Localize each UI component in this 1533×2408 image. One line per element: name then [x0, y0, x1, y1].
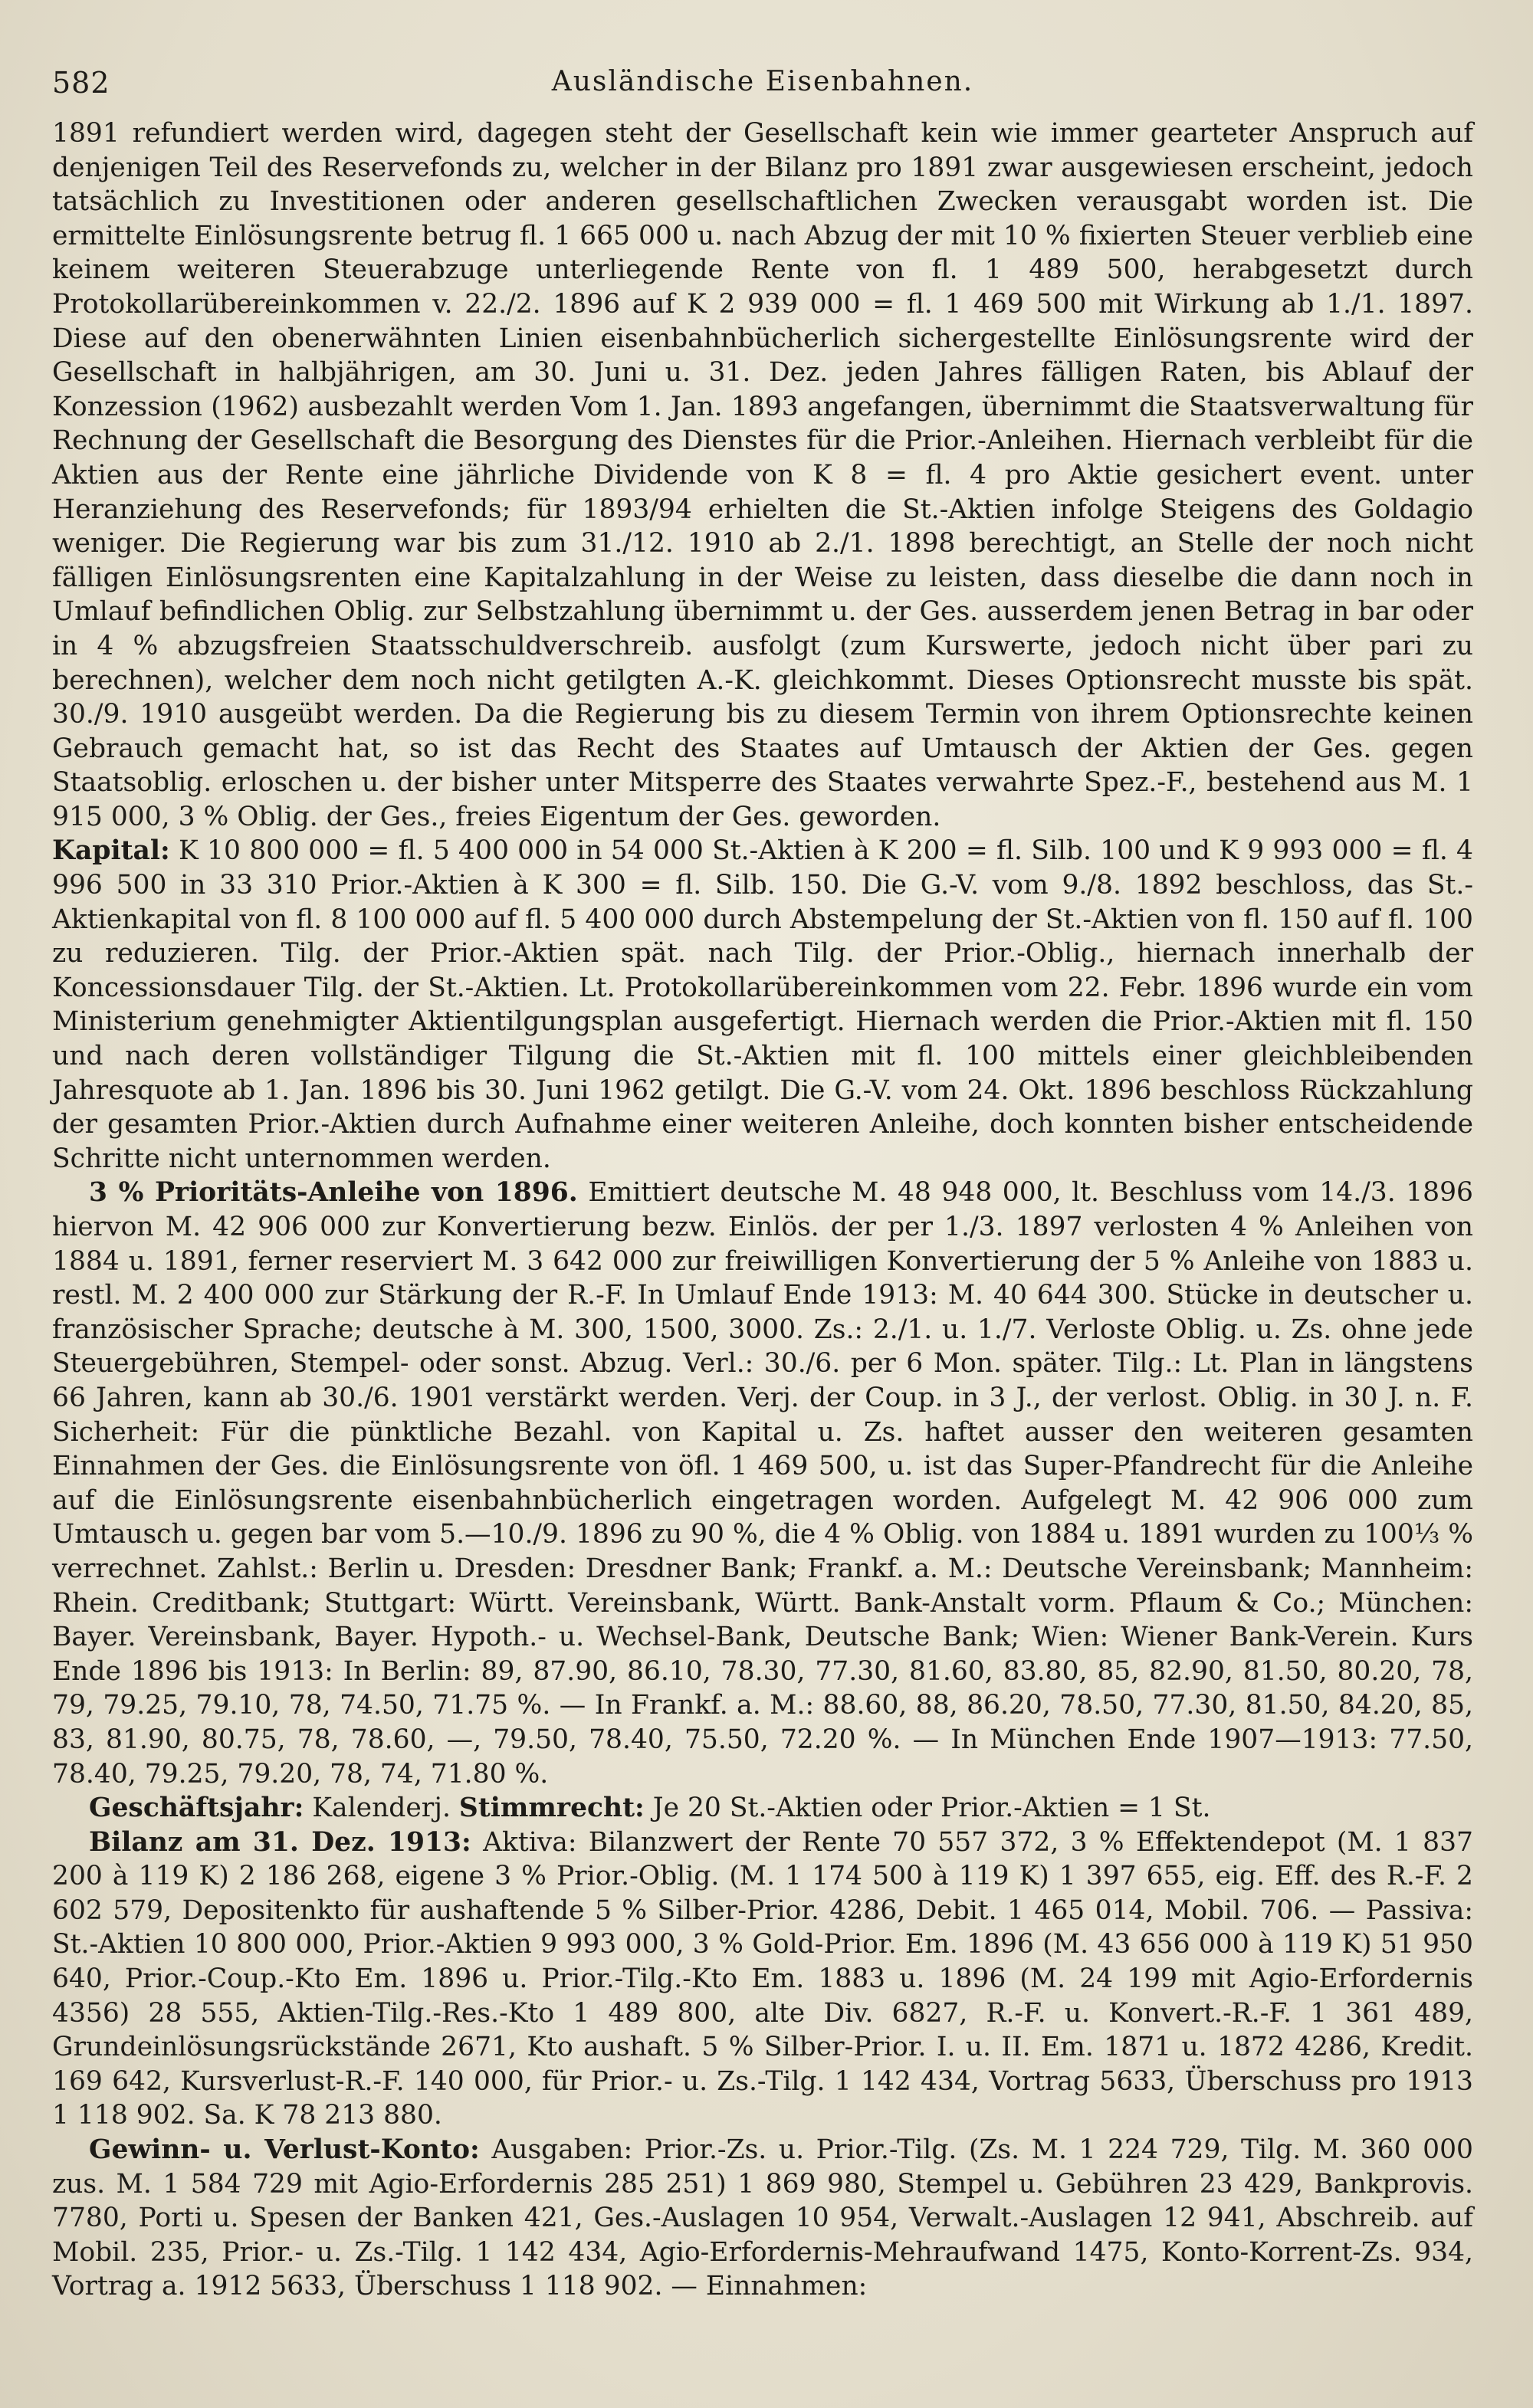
paragraph-kapital — [52, 834, 1473, 1176]
page-number: 582 — [52, 66, 110, 100]
paragraph-text: K 10 800 000 = fl. 5 400 000 in 54 000 St.-Aktien à K 200 = fl. Silb. 100 und K 9 993 000 = fl. 4 996 500 in 33 310 Prior.-Aktien à K 300 = fl. Silb. 150. Die G.-V. vom 9./8. 1892 beschloss, das St.-Aktienkapital von fl. 8 100 000 auf fl. 5 400 000 durch Abstempelung der St.-Aktien von fl. 150 auf fl. 100 zu reduzieren. Tilg. der Prior.-Aktien spät. nach Tilg. der Prior.-Oblig., hiernach innerhalb der Koncessionsdauer Tilg. der St.-Aktien. Lt. Protokollarübereinkommen vom 22. Febr. 1896 wurde ein vom Ministerium genehmigter Aktientilgungsplan ausgefertigt. Hiernach werden die Prior.-Aktien mit fl. 150 und nach deren vollständiger Tilgung die St.-Aktien mit fl. 100 mittels einer gleichbleibenden Jahresquote ab 1. Jan. 1896 bis 30. Juni 1962 getilgt. Die G.-V. vom 24. Okt. 1896 beschloss Rückzahlung der gesamten Prior.-Aktien durch Aufnahme einer weiteren Anleihe, doch konnten bisher entscheidende Schritte nicht unternommen werden. — [52, 835, 1474, 1174]
body-text — [52, 116, 1473, 2304]
section-label-anleihe: 3 % Prioritäts-Anleihe von 1896. — [89, 1177, 578, 1209]
paragraph-text: Aktiva: Bilanzwert der Rente 70 557 372, 3 % Effektendepot (M. 1 837 200 à 119 K) 2 186 268, eigene 3 % Prior.-Oblig. (M. 1 174 500 à 119 K) 1 397 655, eig. Eff. des R.-F. 2 602 579, Depositenkto für aushaftende 5 % Silber-Prior. 4286, Debit. 1 465 014, Mobil. 706. — Passiva: St.-Aktien 10 800 000, Prior.-Aktien 9 993 000, 3 % Gold-Prior. Em. 1896 (M. 43 656 000 à 119 K) 51 950 640, Prior.-Coup.-Kto Em. 1896 u. Prior.-Tilg.-Kto Em. 1883 u. 1896 (M. 24 199 mit Agio-Erfordernis 4356) 28 555, Aktien-Tilg.-Res.-Kto 1 489 800, alte Div. 6827, R.-F. u. Konvert.-R.-F. 1 361 489, Grundeinlösungsrückstände 2671, Kto aushaft. 5 % Silber-Prior. I. u. II. Em. 1871 u. 1872 4286, Kredit. 169 642, Kursverlust-R.-F. 140 000, für Prior.- u. Zs.-Tilg. 1 142 434, Vortrag 5633, Überschuss pro 1913 1 118 902. Sa. K 78 213 880. — [52, 1826, 1473, 2131]
section-label-stimmrecht: Stimmrecht: — [458, 1793, 645, 1824]
section-label-kapital: Kapital: — [52, 835, 170, 867]
paragraph-text: Je 20 St.-Aktien oder Prior.-Aktien = 1 St. — [652, 1793, 1211, 1824]
page-header — [52, 0, 1473, 116]
paragraph-text: Kalenderj. — [312, 1793, 451, 1824]
paragraph-geschaeftsjahr — [52, 1791, 1473, 1826]
paragraph-text: Emittiert deutsche M. 48 948 000, lt. Beschluss vom 14./3. 1896 hiervon M. 42 906 000 zur Konvertierung bezw. Einlös. der per 1./3. 1897 verlosten 4 % Anleihen von 1884 u. 1891, ferner reserviert M. 3 642 000 zur freiwilligen Konvertierung der 5 % Anleihe von 1883 u. restl. M. 2 400 000 zur Stärkung der R.-F. In Umlauf Ende 1913: M. 40 644 300. Stücke in deutscher u. französischer Sprache; deutsche à M. 300, 1500, 3000. Zs.: 2./1. u. 1./7. Verloste Oblig. u. Zs. ohne jede Steuergebühren, Stempel- oder sonst. Abzug. Verl.: 30./6. per 6 Mon. später. Tilg.: Lt. Plan in längstens 66 Jahren, kann ab 30./6. 1901 verstärkt werden. Verj. der Coup. in 3 J., der verlost. Oblig. in 30 J. n. F. Sicherheit: Für die pünktliche Bezahl. von Kapital u. Zs. haftet ausser den weiteren gesamten Einnahmen der Ges. die Einlösungsrente von öfl. 1 469 500, u. ist das Super-Pfandrecht für die Anleihe auf die Einlösungsrente eisenbahnbücherlich eingetragen worden. Aufgelegt M. 42 906 000 zum Umtausch u. gegen bar vom 5.—10./9. 1896 zu 90 %, die 4 % Oblig. von 1884 u. 1891 wurden zu 100⅓ % verrechnet. Zahlst.: Berlin u. Dresden: Dresdner Bank; Frankf. a. M.: Deutsche Vereinsbank; Mannheim: Rhein. Creditbank; Stuttgart: Württ. Vereinsbank, Württ. Bank-Anstalt vorm. Pflaum & Co.; München: Bayer. Vereinsbank, Bayer. Hypoth.- u. Wechsel-Bank, Deutsche Bank; Wien: Wiener Bank-Verein. Kurs Ende 1896 bis 1913: In Berlin: 89, 87.90, 86.10, 78.30, 77.30, 81.60, 83.80, 85, 82.90, 81.50, 80.20, 78, 79, 79.25, 79.10, 78, 74.50, 71.75 %. — In Frankf. a. M.: 88.60, 88, 86.20, 78.50, 77.30, 81.50, 84.20, 85, 83, 81.90, 80.75, 78, 78.60, —, 79.50, 78.40, 75.50, 72.20 %. — In München Ende 1907—1913: 77.50, 78.40, 79.25, 79.20, 78, 74, 71.80 %. — [52, 1177, 1474, 1790]
paragraph-bilanz — [52, 1826, 1473, 2133]
paragraph-gewinn-verlust — [52, 2133, 1473, 2304]
section-label-geschaeftsjahr: Geschäftsjahr: — [89, 1793, 304, 1824]
running-title: Ausländische Eisenbahnen. — [551, 66, 974, 97]
section-label-bilanz: Bilanz am 31. Dez. 1913: — [89, 1826, 471, 1858]
section-label-gewinn-verlust: Gewinn- u. Verlust-Konto: — [89, 2134, 480, 2166]
paragraph-intro — [52, 116, 1473, 834]
paragraph-text: 1891 refundiert werden wird, dagegen steht der Gesellschaft kein wie immer gearteter Anspruch auf denjenigen Teil des Reservefonds zu, welcher in der Bilanz pro 1891 zwar ausgewiesen erscheint, jedoch tatsächlich zu Investitionen oder anderen gesellschaftlichen Zwecken verausgabt worden ist. Die ermittelte Einlösungsrente betrug fl. 1 665 000 u. nach Abzug der mit 10 % fixierten Steuer verblieb eine keinem weiteren Steuerabzuge unterliegende Rente von fl. 1 489 500, herabgesetzt durch Protokollarübereinkommen v. 22./2. 1896 auf K 2 939 000 = fl. 1 469 500 mit Wirkung ab 1./1. 1897. Diese auf den obenerwähnten Linien eisenbahnbücherlich sichergestellte Einlösungsrente wird der Gesellschaft in halbjährigen, am 30. Juni u. 31. Dez. jeden Jahres fälligen Raten, bis Ablauf der Konzession (1962) ausbezahlt werden Vom 1. Jan. 1893 angefangen, übernimmt die Staatsverwaltung für Rechnung der Gesellschaft die Besorgung des Dienstes für die Prior.-Anleihen. Hiernach verbleibt für die Aktien aus der Rente eine jährliche Dividende von K 8 = fl. 4 pro Aktie gesichert event. unter Heranziehung des Reservefonds; für 1893/94 erhielten die St.-Aktien infolge Steigens des Goldagio weniger. Die Regierung war bis zum 31./12. 1910 ab 2./1. 1898 berechtigt, an Stelle der noch nicht fälligen Einlösungsrenten eine Kapitalzahlung in der Weise zu leisten, dass dieselbe die dann noch in Umlauf befindlichen Oblig. zur Selbstzahlung übernimmt u. der Ges. ausserdem jenen Betrag in bar oder in 4 % abzugsfreien Staatsschuldverschreib. ausfolgt (zum Kurswerte, jedoch nicht über pari zu berechnen), welcher dem noch nicht getilgten A.-K. gleichkommt. Dieses Optionsrecht musste bis spät. 30./9. 1910 ausgeübt werden. Da die Regierung bis zu diesem Termin von ihrem Optionsrechte keinen Gebrauch gemacht hat, so ist das Recht des Staates auf Umtausch der Aktien der Ges. gegen Staatsoblig. erloschen u. der bisher unter Mitsperre des Staates verwahrte Spez.-F., bestehend aus M. 1 915 000, 3 % Oblig. der Ges., freies Eigentum der Ges. geworden. — [52, 118, 1473, 832]
paragraph-text: Ausgaben: Prior.-Zs. u. Prior.-Tilg. (Zs. M. 1 224 729, Tilg. M. 360 000 zus. M. 1 584 729 mit Agio-Erfordernis 285 251) 1 869 980, Stempel u. Gebühren 23 429, Bankprovis. 7780, Porti u. Spesen der Banken 421, Ges.-Auslagen 10 954, Verwalt.-Auslagen 12 941, Abschreib. auf Mobil. 235, Prior.- u. Zs.-Tilg. 1 142 434, Agio-Erfordernis-Mehraufwand 1475, Konto-Korrent-Zs. 934, Vortrag a. 1912 5633, Überschuss 1 118 902. — Einnahmen: — [52, 2134, 1473, 2302]
paragraph-anleihe-1896 — [52, 1176, 1473, 1791]
